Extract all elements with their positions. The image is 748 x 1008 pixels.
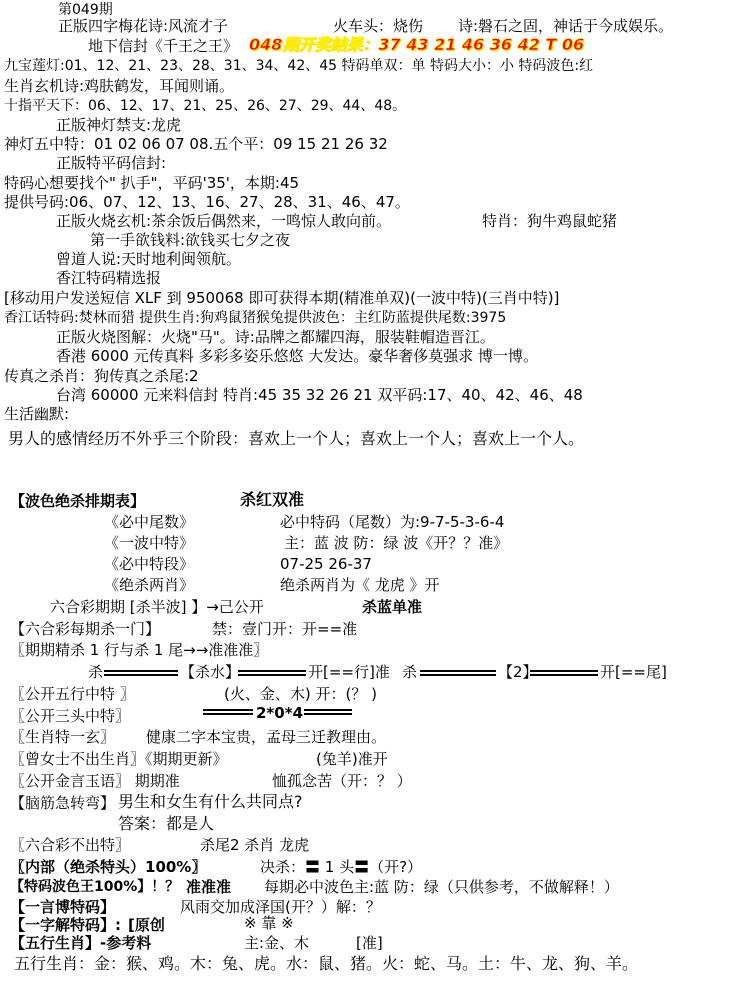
three-tail-value: 2*0*4	[256, 704, 303, 722]
train-head: 火车头：烧伤	[333, 17, 424, 35]
one-door-label: 【六合彩每期杀一门】	[10, 620, 161, 638]
line-tail-label: 〖期期精杀 1 行与杀 1 尾→→准准准〗	[10, 641, 269, 659]
lady-zeng-value: (兔羊)准开	[316, 750, 388, 768]
not-out-label: 〖六合彩不出特〗	[10, 836, 131, 854]
first-hand-line: 第一手欲钱料:欲钱买七夕之夜	[90, 231, 291, 249]
kill-row-e: 【2】	[498, 663, 538, 681]
not-out-value: 杀尾2 杀肖 龙虎	[200, 836, 310, 854]
brain-teaser-answer: 答案：都是人	[118, 814, 215, 833]
double-bar	[203, 709, 253, 715]
inner-value: 决杀：〓 1 头〓（开?）	[260, 858, 423, 876]
one-char-value: ※ 靠 ※	[244, 914, 294, 932]
pickpocket-line: 特码心想要找个" 扒手"，平码'35'，本期:45	[4, 174, 300, 192]
double-bar	[304, 709, 352, 715]
lamp-ban-line: 正版神灯禁支:龙虎	[56, 116, 182, 134]
double-bar	[530, 670, 598, 676]
brain-teaser-question: 男生和女生有什么共同点?	[118, 792, 303, 811]
humor-text: 男人的感情经历不外乎三个阶段：喜欢上一个人；喜欢上一个人；喜欢上一个人。	[8, 429, 585, 448]
wuxing-list: 五行生肖：金：猴、鸡。木：兔、虎。水：鼠、猪。火：蛇、马。土：牛、龙、狗、羊。	[14, 954, 639, 973]
half-wave-line: 六合彩期期 [杀半波] 】→己公开	[50, 598, 264, 616]
kill-blue-label: 杀蓝单准	[362, 598, 423, 616]
fax-kill-line: 传真之杀肖：狗传真之杀尾:2	[4, 367, 199, 385]
must-tail-label: 《必中尾数》	[104, 513, 195, 531]
kill-row-f: 开[==尾]	[600, 663, 667, 681]
underground-envelope: 地下信封《千王之王》	[88, 37, 239, 55]
wave-table-label: 【波色绝杀排期表】	[10, 492, 146, 510]
kill-two-value: 绝杀两肖为《 龙虎 》开	[280, 576, 440, 594]
one-char-original: [原创	[128, 916, 165, 934]
kill-row-b: 【杀水】	[180, 663, 241, 681]
kill-two-label: 《绝杀两肖》	[104, 576, 195, 594]
must-segment-value: 07-25 26-37	[280, 555, 372, 573]
taoist-said-line: 曾道人说:天时地利闽领航。	[56, 250, 242, 268]
wuxing-main: 主:金、木	[244, 934, 310, 952]
lamp-five-line: 神灯五中特：01 02 06 07 08.五个平：09 15 21 26 32	[4, 135, 388, 153]
one-wave-label: 《一波中特》	[104, 534, 195, 552]
life-humor-label: 生活幽默:	[4, 405, 70, 423]
poem-text: 诗:磐石之固，神话于今成娱乐。	[458, 17, 674, 35]
double-bar	[104, 670, 178, 676]
must-tail-value: 必中特码（尾数）为:9-7-5-3-6-4	[280, 513, 505, 531]
kill-row-d: 杀	[402, 663, 418, 681]
wuxing-accurate: [准]	[356, 934, 383, 952]
kill-row-a: 杀	[88, 663, 104, 681]
one-door-value: 禁：壹门开：开==准	[212, 620, 358, 638]
one-word-label: 【一言博特码】	[10, 898, 116, 916]
one-wave-value: 主：蓝 波 防：绿 波《开？？准》	[284, 534, 509, 552]
wave-king-value: 每期必中波色主:蓝 防：绿（只供参考，不做解释！）	[264, 878, 619, 896]
must-segment-label: 《必中特段》	[104, 555, 195, 573]
xiangjiang-talk-line: 香江话特码:焚林而猎 提供生肖:狗鸡鼠猪猴兔提供波色：主红防蓝提供尾数:3975	[4, 310, 507, 326]
one-char-label: 【一字解特码】:	[10, 916, 121, 934]
five-element-label: 〖公开五行中特 〗	[10, 685, 135, 703]
nine-lotus-line: 九宝莲灯:01、12、21、23、28、31、34、42、45 特码单双：单 特码大小：小 特码波色:红	[4, 58, 594, 74]
kill-red-label: 杀红双准	[240, 490, 305, 509]
fire-mystery-line: 正版火烧玄机:茶余饭后偶然来，一鸣惊人敢向前。	[56, 212, 392, 230]
wave-king-label: 【特码波色王100%】！？	[10, 879, 180, 895]
zodiac-mystery-value: 健康二字本宝贵，孟母三迁教理由。	[146, 728, 387, 746]
plum-poem-label: 正版四字梅花诗:风流才子	[58, 17, 229, 35]
result-banner: 048期开奖结果：37 43 21 46 36 42 T 06	[249, 35, 585, 54]
three-tail-label: 〖公开三头中特〗	[10, 707, 131, 725]
zodiac-mystery-label: 〖生肖特一玄〗	[10, 728, 116, 746]
double-bar	[238, 670, 306, 676]
special-zodiac-line: 特肖：狗牛鸡鼠蛇猪	[482, 212, 618, 230]
special-envelope-line: 正版特平码信封:	[56, 154, 167, 172]
zodiac-poem-line: 生肖玄机诗:鸡肤鹤发，耳闻则诵。	[4, 77, 235, 95]
ten-fingers-line: 十指平天下：06、12、17、21、25、26、27、29、44、48。	[4, 98, 407, 114]
xiangjiang-title: 香江特码精选报	[56, 269, 162, 287]
issue-number: 第049期	[58, 2, 113, 18]
double-bar	[420, 670, 496, 676]
wuxing-label: 【五行生肖】-参考料	[10, 934, 152, 952]
fire-diagram-line: 正版火烧图解：火烧"马"。诗:品牌之都耀四海，服装鞋帽造晋江。	[56, 328, 495, 346]
one-word-value: 风雨交加成泽国(开？）解：？	[180, 898, 381, 916]
lady-zeng-label: 〖曾女士不出生肖〗《期期更新》	[10, 750, 228, 768]
golden-words-label: 〖公开金言玉语〗 期期准	[10, 772, 180, 790]
hk-fax-line: 香港 6000 元传真料 多彩多姿乐悠悠 大发达。豪华奢侈莫强求 博一博。	[56, 347, 539, 365]
brain-teaser-label: 【脑筋急转弯】	[10, 794, 116, 812]
sms-line: [移动用户发送短信 XLF 到 950068 即可获得本期(精准单双)(一波中特)(三肖中特)]	[4, 289, 560, 307]
five-element-value: (火、金、木) 开：(？ )	[224, 685, 377, 703]
inner-label: 〖内部（绝杀特头）100%〗	[10, 858, 207, 876]
wave-king-accurate: 准准准	[186, 878, 232, 896]
provided-numbers-line: 提供号码:06、07、12、13、16、27、28、31、46、47。	[4, 193, 410, 211]
kill-row-c: 开[==行]准	[308, 663, 390, 681]
golden-words-value: 恤孤念苦（开：？ ）	[272, 772, 412, 790]
taiwan-envelope-line: 台湾 60000 元来料信封 特肖:45 35 32 26 21 双平码:17、40、42、46、48	[56, 386, 583, 404]
